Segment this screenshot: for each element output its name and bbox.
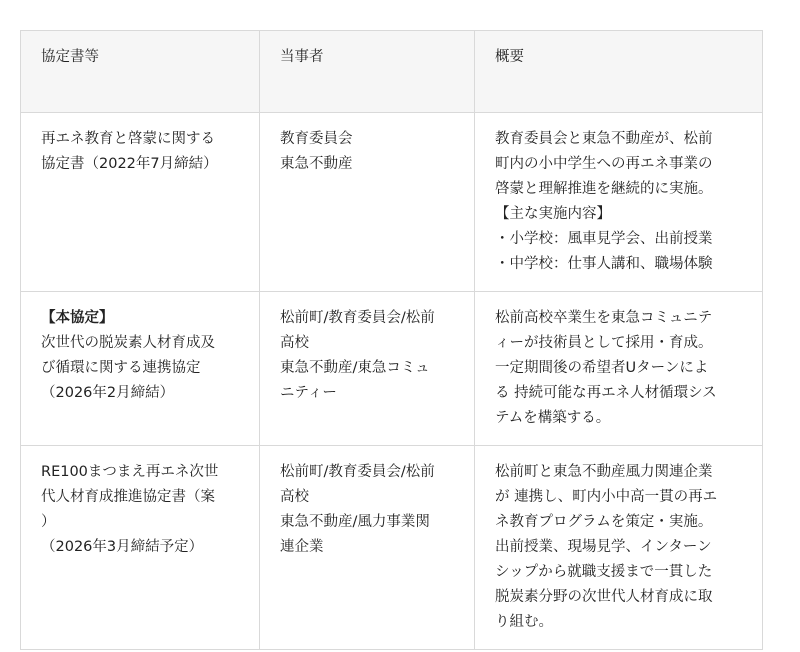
parties-line: 連企業 [280,539,324,555]
agreement-cell [21,292,260,446]
header-agreement: 協定書等 [21,31,260,113]
summary-cell [475,292,763,446]
summary-line: ・中学校：仕事人講和、職場体験 [495,256,713,272]
agreement-line: 代人材育成推進協定書（案 [41,489,215,505]
summary-line: ィーが技術員として採用・育成。 [495,335,713,351]
summary-line: 松前高校卒業生を東急コミュニテ [495,310,713,326]
parties-cell [260,292,475,446]
summary-line: シップから就職支援まで一貫した [495,564,713,580]
agreement-line: 次世代の脱炭素人材育成及 [41,335,215,351]
agreements-table [20,30,763,650]
agreement-line: （2026年3月締結予定） [41,539,204,555]
agreement-line: 協定書（2022年7月締結） [41,156,218,172]
header-summary: 概要 [475,31,763,113]
summary-line: り組む。 [495,614,553,630]
table-row [21,446,763,650]
parties-line: ニティー [280,385,337,401]
parties-cell [260,446,475,650]
summary-line: 脱炭素分野の次世代人材育成に取 [495,589,713,605]
parties-line: 高校 [280,489,309,505]
parties-line: 東急不動産/東急コミュ [280,360,430,376]
agreement-cell [21,446,260,650]
summary-cell [475,113,763,292]
summary-cell [475,446,763,650]
table-header-row [21,31,763,113]
table-row [21,113,763,292]
summary-line: ・小学校：風車見学会、出前授業 [495,231,713,247]
parties-line: 高校 [280,335,309,351]
parties-line: 東急不動産/風力事業関 [280,514,430,530]
summary-line: 松前町と東急不動産風力関連企業 [495,464,713,480]
table-row [21,292,763,446]
agreement-line: （2026年2月締結） [41,385,175,401]
header-parties: 当事者 [260,31,475,113]
agreement-cell [21,113,260,292]
parties-cell [260,113,475,292]
parties-line: 松前町/教育委員会/松前 [280,310,435,326]
summary-line: ネ教育プログラムを策定・実施。 [495,514,713,530]
parties-line: 松前町/教育委員会/松前 [280,464,435,480]
summary-line: テムを構築する。 [495,410,611,426]
summary-line: 教育委員会と東急不動産が、松前 [495,131,713,147]
summary-line: る 持続可能な再エネ人材循環シス [495,385,717,401]
summary-line: 出前授業、現場見学、インターン [495,539,712,555]
summary-line: が 連携し、町内小中高一貫の再エ [495,489,718,505]
summary-line: 【主な実施内容】 [495,206,611,222]
summary-line: 啓蒙と理解推進を継続的に実施。 [495,181,713,197]
agreement-line: ） [41,514,56,530]
agreement-line: 再エネ教育と啓蒙に関する [41,131,215,147]
summary-line: 一定期間後の希望者Uターンによ [495,360,709,376]
agreement-line: RE100まつまえ再エネ次世 [41,464,219,480]
parties-line: 東急不動産 [280,156,353,172]
parties-line: 教育委員会 [280,131,353,147]
agreement-title: 【本協定】 [41,310,114,326]
summary-line: 町内の小中学生への再エネ事業の [495,156,713,172]
agreement-line: び循環に関する連携協定 [41,360,201,376]
